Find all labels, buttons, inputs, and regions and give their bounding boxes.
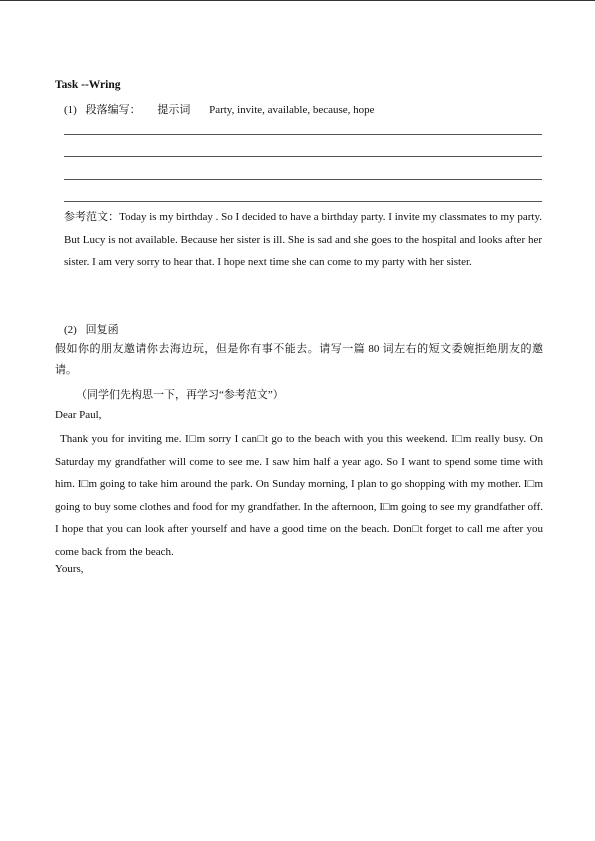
sample-essay <box>64 206 542 274</box>
task-title: Task --Wring <box>55 79 121 91</box>
part1-number: (1) <box>64 104 77 116</box>
letter-closing: Yours, <box>55 563 84 575</box>
sample-label: 参考范文： <box>64 211 120 223</box>
part2-label: 回复函 <box>85 324 119 336</box>
answer-line[interactable] <box>64 156 542 157</box>
answer-line[interactable] <box>64 134 542 135</box>
letter-body <box>55 428 543 563</box>
hint-words: Party, invite, available, because, hope <box>209 104 375 116</box>
sample-text: Today is my birthday . So I decided to have a birthday party. I invite my classmates to my party. But Lucy is not available. Because her sister is ill. She is sad and she goes to the hospital and looks after her sister. I am very sorry to hear that. I hope next time she can come to my party with her sister. <box>64 211 542 268</box>
hint-label: 提示词 <box>157 104 191 116</box>
letter-greeting: Dear Paul, <box>55 409 102 421</box>
part1-label: 段落编写： <box>85 104 141 116</box>
part2-number: (2) <box>64 324 77 336</box>
letter-body-text: Thank you for inviting me. I□m sorry I can□t go to the beach with you this weekend. I□m really busy. On Saturday my grandfather will come to see me. I saw him half a year ago. So I want to spend some time with him. I□m going to take him around the park. On Sunday morning, I plan to go shopping with my mother. I□m going to buy some clothes and food for my grandfather. In the afternoon, I□m going to see my grandfather off. I hope that you can look after yourself and have a good time on the beach. Don□t forget to call me after you come back from the beach. <box>55 433 543 558</box>
answer-line[interactable] <box>64 201 542 202</box>
part2-heading <box>64 321 119 337</box>
part1-heading <box>64 101 375 117</box>
part2-prompt: 假如你的朋友邀请你去海边玩，但是你有事不能去。请写一篇 80 词左右的短文委婉拒绝朋友的邀请。 <box>55 343 543 376</box>
page-top-border <box>0 0 595 1</box>
answer-line[interactable] <box>64 179 542 180</box>
part2-note: （同学们先构思一下，再学习“参考范文”） <box>76 389 284 401</box>
